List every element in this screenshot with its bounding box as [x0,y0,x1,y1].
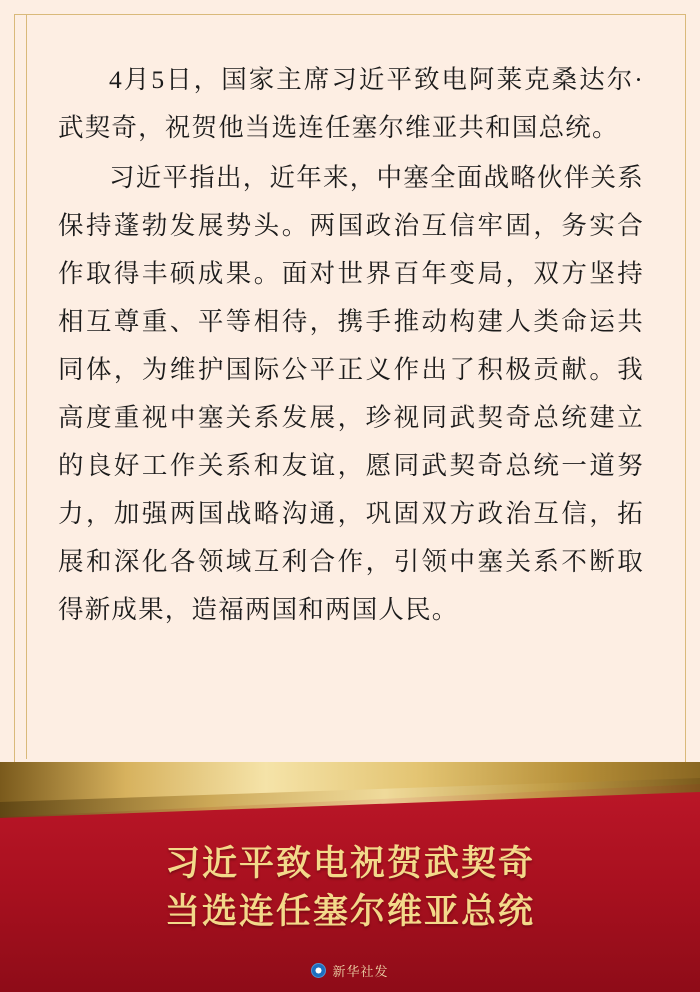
paragraph-1: 4月5日，国家主席习近平致电阿莱克桑达尔·武契奇，祝贺他当选连任塞尔维亚共和国总统。 [58,65,644,142]
headline-line-1: 习近平致电祝贺武契奇 [164,844,535,883]
credit-text: 新华社发 [332,964,389,979]
headline-line-2: 当选连任塞尔维亚总统 [164,892,535,931]
paragraph-2: 习近平指出，近年来，中塞全面战略伙伴关系保持蓬勃发展势头。两国政治互信牢固，务实合作取得丰硕成果。面对世界百年变局，双方坚持相互尊重、平等相待，携手推动构建人类命运共同体，为维护国际公平正义作出了积极贡献。我高度重视中塞关系发展，珍视同武契奇总统建立的良好工作关系和友谊，愿同武契奇总统一道努力，加强两国战略沟通，巩固双方政治互信，拓展和深化各领域互利合作，引领中塞关系不断取得新成果，造福两国和两国人民。 [58,163,644,624]
headline-banner [0,762,700,992]
credit-line [0,961,700,980]
headline [0,840,700,936]
decorative-left-rule [26,14,27,759]
xinhua-logo-icon [311,963,326,978]
article-body [58,56,644,636]
